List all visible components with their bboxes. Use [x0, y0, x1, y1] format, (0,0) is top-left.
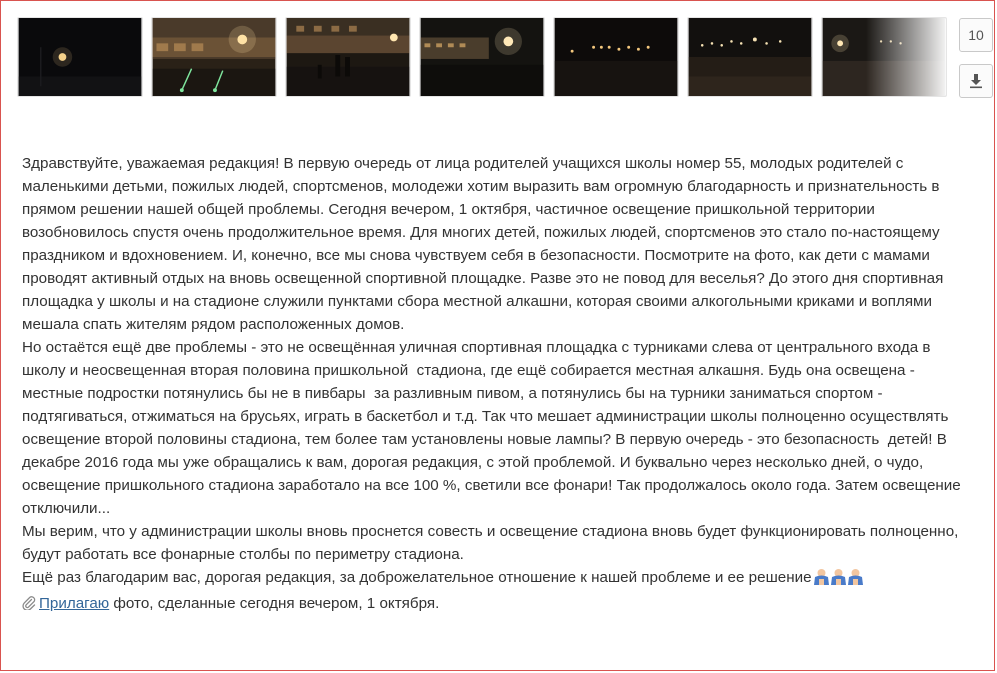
photo-count-badge: [959, 18, 993, 52]
gallery-tools: [959, 18, 993, 98]
attachment-line: [22, 592, 972, 617]
letter-paragraph-2: Но остаётся ещё две проблемы - это не освещённая уличная спортивная площадка с турниками слева от центрального входа в школу и неосвещенная вторая половина пришкольной стадиона, где ещё собирается местная алкашня. Будь она освещена - местные подростки потянулись бы не в пивбары за разливным пивом, а потянулись бы на турники заниматься спортом - подтягиваться, отжиматься на брусьях, играть в баскетбол и т.д. Так что мешает администрации школы полноценно осуществлять освещение второй половины стадиона, тем более там установлены новые лампы? В первую очередь - это безопасность детей! В декабре 2016 года мы уже обращались к вам, дорогая редакция, с этой проблемой. И буквально через несколько дней, о чудо, освещение пришкольного стадиона заработало на все 100 %, светили все фонари! Так продолжалось около года. Затем освещение отключили...: [22, 339, 965, 517]
night-photo-6: [688, 18, 812, 96]
gallery-thumbnail-1[interactable]: [17, 17, 143, 97]
gallery-thumbnail-6[interactable]: [687, 17, 813, 97]
attach-link[interactable]: Прилагаю: [39, 595, 110, 612]
letter-paragraph-4: [22, 566, 972, 592]
person-bowing-emoji: [813, 568, 864, 592]
gallery-fade-overlay: [866, 18, 946, 96]
download-button[interactable]: [959, 64, 993, 98]
gallery-thumbnail-3[interactable]: [285, 17, 411, 97]
letter-paragraph-3: Мы верим, что у администрации школы вновь проснется совесть и освещение стадиона вновь будет функционировать полноценно, будут работать все фонарные столбы по периметру стадиона.: [22, 523, 963, 563]
attachment-text: фото, сделанные сегодня вечером, 1 октября.: [109, 595, 440, 612]
night-photo-4: [420, 18, 544, 96]
closing-text: Ещё раз благодарим вас, дорогая редакция, за доброжелательное отношение к нашей проблеме и ее решение: [22, 569, 812, 586]
gallery-thumbnail-7[interactable]: [821, 17, 947, 97]
night-photo-3: [286, 18, 410, 96]
photo-gallery: [17, 17, 947, 97]
download-icon: [968, 73, 984, 89]
night-photo-2: [152, 18, 276, 96]
gallery-thumbnail-4[interactable]: [419, 17, 545, 97]
photo-count: 10: [968, 27, 984, 43]
paperclip-icon: [22, 594, 36, 617]
night-photo-5: [554, 18, 678, 96]
letter-paragraph-1: Здравствуйте, уважаемая редакция! В первую очередь от лица родителей учащихся школы номер 55, молодых родителей с маленькими детьми, пожилых людей, спортсменов, молодежи хотим выразить вам огромную благодарность и признательность в прямом решении нашей общей проблемы. Сегодня вечером, 1 октября, частичное освещение пришкольной территории возобновилось спустя очень продолжительное время. Для многих детей, пожилых людей, спортсменов это стало по-настоящему праздником и вдохновением. И, конечно, все мы снова чувствуем себя в безопасности. Посмотрите на фото, как дети с мамами проводят активный отдых на вновь освещенной спортивной площадке. Разве это не повод для веселья? До этого дня спортивная площадка у школы и на стадионе служили пунктами сбора местной алкашни, которая своими алкогольными криками и воплями мешала спать жителям рядом расположенных домов.: [22, 155, 948, 333]
gallery-thumbnail-2[interactable]: [151, 17, 277, 97]
night-photo-1: [18, 18, 142, 96]
letter-body: [22, 152, 972, 617]
gallery-thumbnail-5[interactable]: [553, 17, 679, 97]
